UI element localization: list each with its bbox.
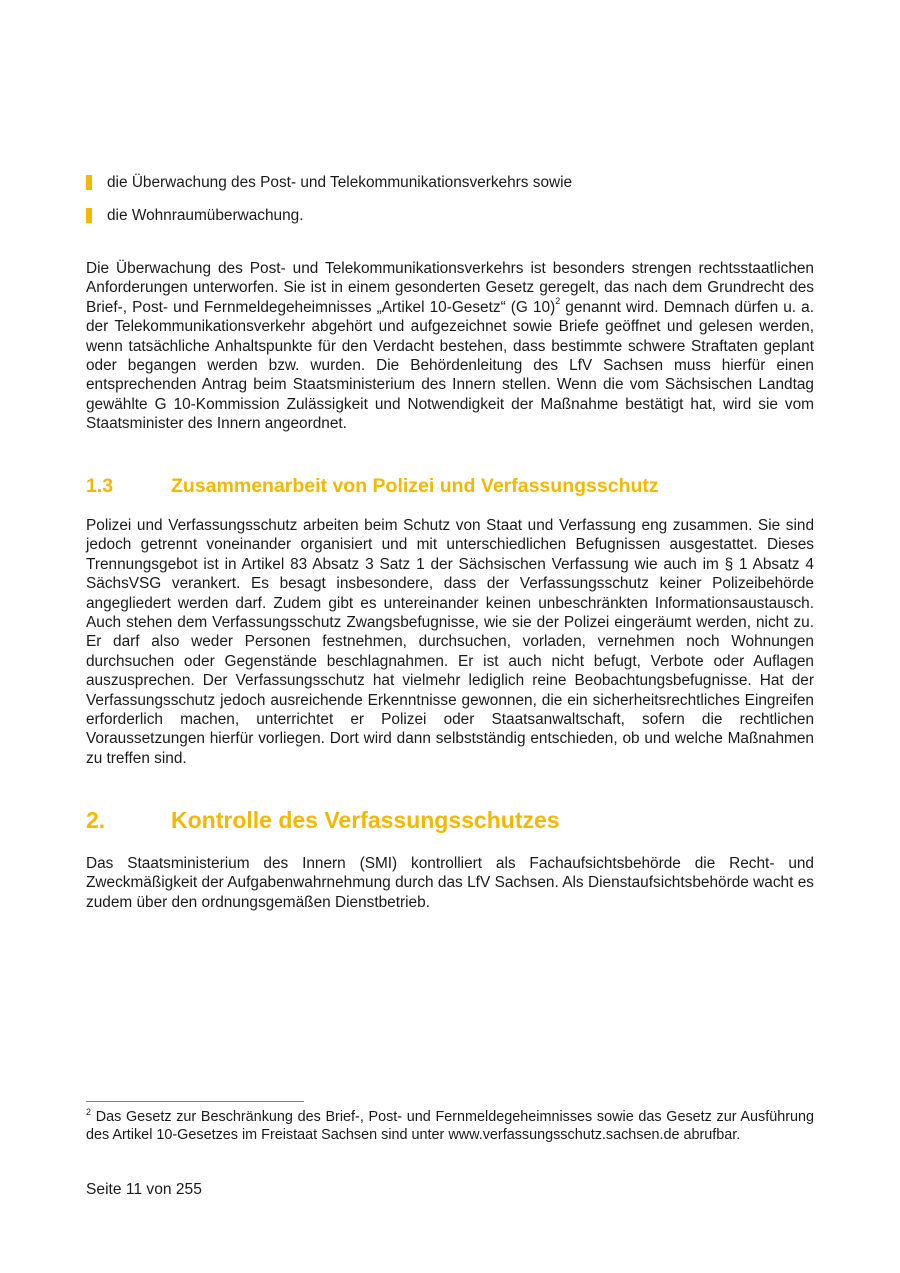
list-item-text: die Überwachung des Post- und Telekommunikationsverkehrs sowie (107, 174, 573, 191)
footnote-reference[interactable]: 2 (555, 295, 561, 306)
section-heading-2 (86, 806, 814, 834)
paragraph-text: Die Überwachung des Post- und Telekommunikationsverkehrs ist besonders strengen rechtsstaatlichen Anforderungen unterworfen. Sie ist in einem gesonderten Gesetz geregelt, das nach dem Grundrecht des Brief-, Post- und Fernmeldegeheimnisses „Artikel 10-Gesetz“ (G 10) (86, 260, 814, 316)
section-number: 2. (86, 807, 106, 833)
footnote (86, 1108, 814, 1144)
section-title: Zusammenarbeit von Polizei und Verfassungsschutz (171, 475, 659, 497)
footnote-number: 2 (86, 1107, 92, 1117)
page-number: Seite 11 von 255 (86, 1181, 202, 1198)
footnote-text: Das Gesetz zur Beschränkung des Brief-, Post- und Fernmeldegeheimnisses sowie das Gesetz zur Ausführung des Artikel 10-Gesetzes im Freistaat Sachsen sind unter www.verfassungsschutz.sachsen.de abrufbar. (86, 1109, 814, 1143)
paragraph-control: Das Staatsministerium des Innern (SMI) kontrolliert als Fachaufsichtsbehörde die Recht- und Zweckmäßigkeit der Aufgabenwahrnehmung durch das LfV Sachsen. Als Dienstaufsichtsbehörde wacht es zudem über den ordnungsgemäßen Dienstbetrieb. (86, 855, 814, 911)
bullet-list (86, 173, 814, 239)
section-number: 1.3 (86, 475, 114, 497)
bullet-marker-icon (86, 175, 92, 190)
list-item-text: die Wohnraumüberwachung. (107, 207, 304, 224)
section-heading-1-3 (86, 474, 814, 498)
list-item (86, 206, 814, 225)
footnote-divider (86, 1101, 304, 1102)
paragraph-cooperation: Polizei und Verfassungsschutz arbeiten beim Schutz von Staat und Verfassung eng zusammen. Sie sind jedoch getrennt voneinander organisiert und mit unterschiedlichen Befugnissen ausgestattet. Dieses Trennungsgebot ist in Artikel 83 Absatz 3 Satz 1 der Sächsischen Verfassung wie auch im § 1 Absatz 4 SächsVSG verankert. Es besagt insbesondere, dass der Verfassungsschutz keiner Polizeibehörde angegliedert werden darf. Zudem gibt es untereinander keinen unbeschränkten Informationsaustausch. Auch stehen dem Verfassungsschutz Zwangsbefugnisse, wie sie der Polizei eingeräumt werden, nicht zu. Er darf also weder Personen festnehmen, durchsuchen, vorladen, vernehmen noch Wohnungen durchsuchen oder Gegenstände beschlagnahmen. Er ist auch nicht befugt, Verbote oder Auflagen auszusprechen. Der Verfassungsschutz hat vielmehr lediglich reine Beobachtungsbefugnisse. Hat der Verfassungsschutz jedoch ausreichende Erkenntnisse gewonnen, die ein sicherheitsrechtliches Eingreifen erforderlich machen, unterrichtet er Polizei oder Staatsanwaltschaft, sofern die rechtlichen Voraussetzungen hierfür vorliegen. Dort wird dann selbstständig entschieden, ob und welche Maßnahmen zu treffen sind. (86, 517, 814, 767)
paragraph-text: genannt wird. Demnach dürfen u. a. der Telekommunikationsverkehr abgehört und aufgezeichnet sowie Briefe geöffnet und gelesen werden, wenn tatsächliche Anhaltspunkte für den Verdacht bestehen, dass bestimmte schwere Straftaten geplant oder begangen werden bzw. wurden. Die Behördenleitung des LfV Sachsen muss hierfür einen entsprechenden Antrag beim Staatsministerium des Innern stellen. Wenn die vom Sächsischen Landtag gewählte G 10-Kommission Zulässigkeit und Notwendigkeit der Maßnahme bestätigt hat, wird sie vom Staatsminister des Innern angeordnet. (86, 298, 814, 433)
bullet-marker-icon (86, 208, 92, 223)
section-title: Kontrolle des Verfassungsschutzes (171, 807, 560, 833)
list-item (86, 173, 814, 192)
paragraph-g10 (86, 259, 814, 434)
